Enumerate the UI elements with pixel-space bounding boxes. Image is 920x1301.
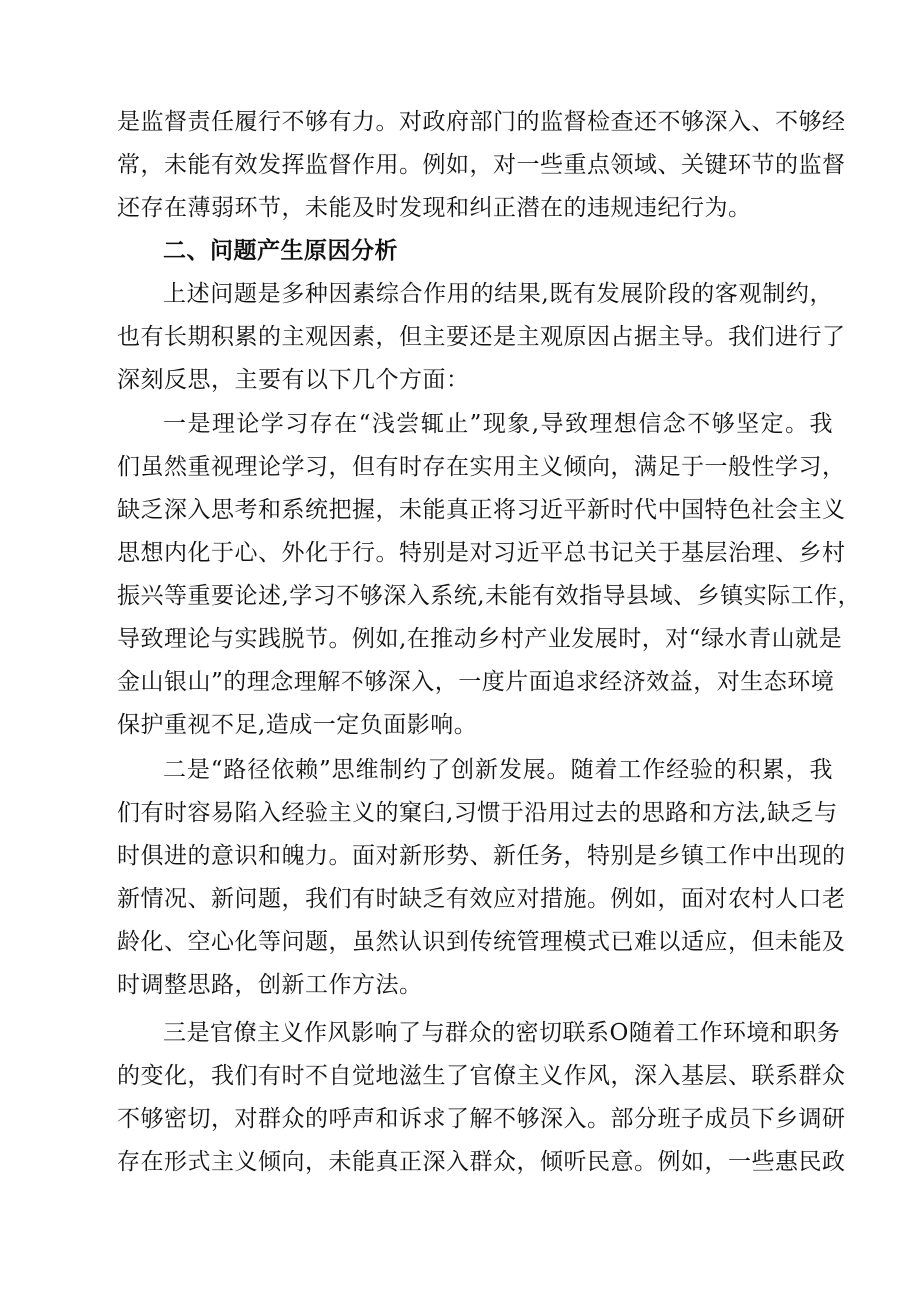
paragraph-line: 三是官僚主义作风影响了与群众的密切联系O随着工作环境和职务	[163, 1020, 841, 1046]
paragraph-line: 新情况、新问题，我们有时缺乏有效应对措施。例如，面对农村人口老	[117, 886, 846, 912]
paragraph-line: 龄化、空心化等问题，虽然认识到传统管理模式已难以适应，但未能及	[117, 929, 846, 955]
paragraph-line: 也有长期积累的主观因素，但主要还是主观原因占据主导。我们进行了	[117, 324, 846, 350]
paragraph-line: 是监督责任履行不够有力。对政府部门的监督检查还不够深入、不够经	[117, 109, 846, 135]
paragraph-line: 上述问题是多种因素综合作用的结果,既有发展阶段的客观制约，	[163, 281, 833, 307]
paragraph-line: 们虽然重视理论学习，但有时存在实用主义倾向，满足于一般性学习，	[117, 454, 846, 480]
paragraph-line: 深刻反思，主要有以下几个方面：	[117, 367, 470, 393]
paragraph-line: 时调整思路，创新工作方法。	[117, 972, 423, 998]
paragraph-line: 二是“路径依赖”思维制约了创新发展。随着工作经验的积累，我	[163, 757, 833, 783]
paragraph-line: 导致理论与实践脱节。例如,在推动乡村产业发展时，对“绿水青山就是	[117, 626, 843, 652]
paragraph-line: 金山银山”的理念理解不够深入，一度片面追求经济效益，对生态环境	[117, 669, 835, 695]
section-heading: 二、问题产生原因分析	[163, 238, 398, 264]
paragraph-line: 不够密切，对群众的呼声和诉求了解不够深入。部分班子成员下乡调研	[117, 1106, 846, 1132]
paragraph-line: 缺乏深入思考和系统把握，未能真正将习近平新时代中国特色社会主义	[117, 497, 846, 523]
paragraph-line: 的变化，我们有时不自觉地滋生了官僚主义作风，深入基层、联系群众	[117, 1063, 846, 1089]
paragraph-line: 时俱进的意识和魄力。面对新形势、新任务，特别是乡镇工作中出现的	[117, 843, 846, 869]
paragraph-line: 保护重视不足,造成一定负面影响。	[117, 712, 478, 738]
paragraph-line: 思想内化于心、外化于行。特别是对习近平总书记关于基层治理、乡村	[117, 540, 846, 566]
paragraph-line: 们有时容易陷入经验主义的窠臼,习惯于沿用过去的思路和方法,缺乏与	[117, 800, 838, 826]
paragraph-line: 存在形式主义倾向，未能真正深入群众，倾听民意。例如，一些惠民政	[117, 1149, 846, 1175]
paragraph-line: 还存在薄弱环节，未能及时发现和纠正潜在的违规违纪行为。	[117, 195, 752, 221]
paragraph-line: 振兴等重要论述,学习不够深入系统,未能有效指导县域、乡镇实际工作，	[117, 583, 862, 609]
paragraph-line: 常，未能有效发挥监督作用。例如，对一些重点领域、关键环节的监督	[117, 152, 846, 178]
paragraph-line: 一是理论学习存在“浅尝辄止”现象,导致理想信念不够坚定。我	[163, 411, 833, 437]
